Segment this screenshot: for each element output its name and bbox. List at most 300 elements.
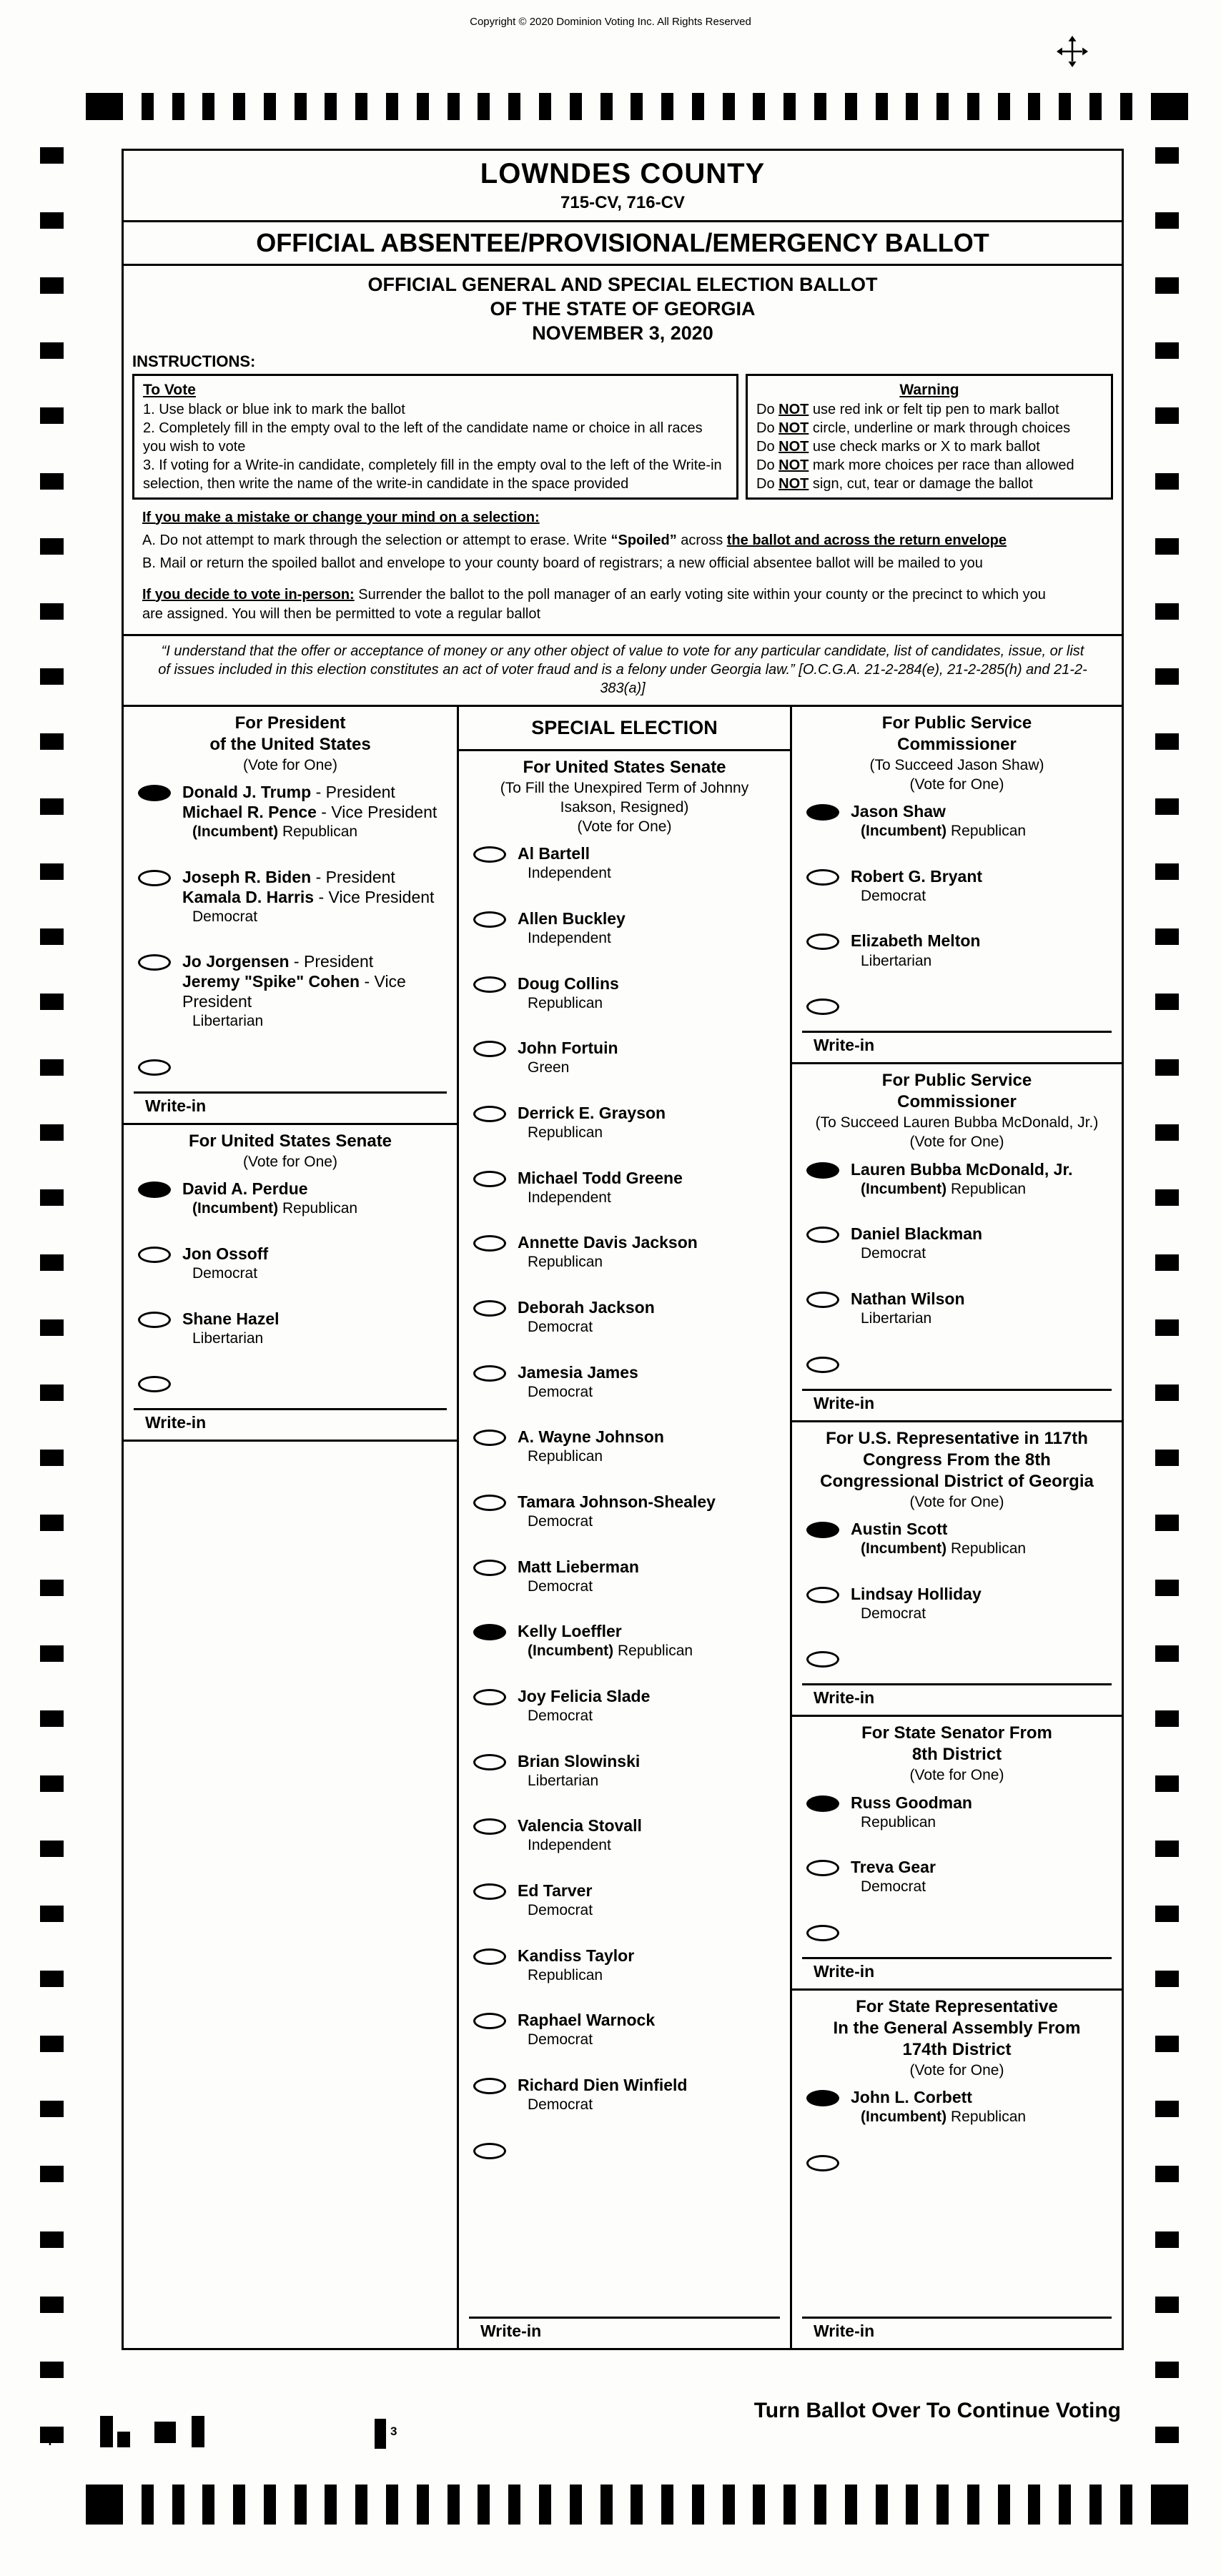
timing-mark [40,1384,64,1401]
candidate-text [182,1244,268,1283]
race-title-line: 8th District [911,1745,1002,1765]
timing-mark [600,2485,613,2525]
warning-item: Do NOT sign, cut, tear or damage the ballot [756,475,1033,492]
turn-ballot-over-text: Turn Ballot Over To Continue Voting [753,2399,1121,2422]
ballot-oval-empty[interactable] [473,1948,506,1965]
candidate-office-suffix: - Vice President [314,887,435,906]
timing-mark [40,1710,64,1727]
candidate-row [473,1557,784,1596]
timing-mark [998,2485,1010,2525]
ballot-oval-filled[interactable] [806,2090,839,2106]
candidate-name: Daniel Blackman [851,1224,983,1244]
party-label [518,994,619,1013]
write-in-label: Write-in [814,1393,875,1412]
party-name: Democrat [192,908,258,925]
timing-mark [1155,2231,1179,2248]
party-label [518,1512,716,1531]
ballot-oval-empty[interactable] [473,1689,506,1705]
candidate-name: Doug Collins [518,974,619,993]
candidate-row [473,1946,784,1985]
candidate-row [473,1427,784,1466]
candidate-text [518,1881,593,1920]
candidate-text [518,1362,638,1402]
timing-mark [1155,1645,1179,1662]
race-header [792,1717,1122,1792]
party-label [182,1329,280,1348]
candidate-name-line [851,1289,965,1309]
ballot-oval-empty[interactable] [473,1041,506,1057]
candidate-name: Tamara Johnson-Shealey [518,1492,716,1511]
race [124,1125,457,1442]
ballot-grid [124,705,1122,2348]
candidate-name: Jo Jorgensen [182,952,290,971]
party-label [518,1317,655,1337]
timing-mark [40,1841,64,1857]
candidate-row [806,801,1116,841]
write-in-label: Write-in [814,2322,875,2340]
ballot-oval-empty[interactable] [473,1430,506,1446]
race-title-line: 174th District [902,2039,1012,2059]
timing-mark [40,2101,64,2117]
party-label [518,1577,639,1596]
candidate-name-line [851,1793,972,1813]
write-in-label: Write-in [814,1961,875,1981]
timing-mark [40,407,64,424]
timing-mark [692,2485,704,2525]
ballot-oval-empty[interactable] [138,1376,171,1392]
ballot-column-1 [124,707,459,2348]
candidate-name: Michael R. Pence [182,802,317,821]
candidate-text [182,867,434,926]
candidate-name: Annette Davis Jackson [518,1233,698,1252]
party-name: Republican [528,1124,603,1141]
timing-mark [202,93,214,120]
party-label [518,1058,618,1077]
timing-mark [40,1124,64,1141]
candidate-row [473,843,784,883]
timing-mark [1155,928,1179,945]
ballot-oval-empty[interactable] [473,1300,506,1317]
incumbent-label: (Incumbent) [528,1643,618,1660]
ballot-oval-empty[interactable] [473,1235,506,1252]
timing-mark [1155,2362,1179,2378]
timing-block [86,2485,123,2525]
timing-mark [1155,2427,1179,2443]
vote-for-note: (Vote for One) [909,1493,1004,1510]
candidate-text [851,1584,982,1623]
ballot-oval-empty[interactable] [473,976,506,993]
timing-mark [631,93,643,120]
mistake-heading: If you make a mistake or change your mind on a selection: [142,509,540,525]
ballot-oval-filled[interactable] [138,1182,171,1198]
ballot-oval-empty[interactable] [806,869,839,886]
ballot-sheet [122,149,1124,2350]
candidate-name-line [851,801,1026,821]
candidate-text [518,1686,650,1725]
bottom-mark [100,2416,113,2447]
party-name: Democrat [861,1605,926,1622]
race-title-line: For State Representative [856,1996,1058,2016]
party-label [182,1199,357,1218]
to-vote-list [143,400,728,493]
timing-mark [40,2036,64,2052]
race-title-line: For President [234,713,346,733]
timing-mark [40,1254,64,1271]
bottom-mark [375,2419,386,2449]
candidate-text [518,1168,683,1207]
timing-mark [814,2485,826,2525]
ballot-oval-empty[interactable] [473,1818,506,1835]
party-name: Libertarian [528,1772,599,1789]
race-title-line: For United States Senate [523,757,726,777]
timing-mark [172,2485,184,2525]
ballot-subtitle [124,266,1122,348]
timing-mark [539,2485,551,2525]
ballot-oval-empty[interactable] [138,1247,171,1263]
candidate-name: Kandiss Taylor [518,1946,635,1965]
ballot-oval-empty[interactable] [806,2155,839,2171]
candidate-row [473,1815,784,1855]
party-label [851,951,980,971]
ballot-oval-empty[interactable] [138,1059,171,1076]
party-name: Independent [528,1837,611,1854]
timing-mark [1155,1319,1179,1336]
to-vote-item: 3. If voting for a Write-in candidate, completely fill in the empty oval to the left of the Write-in selection, then write the name of the write-in candidate in the space provided [143,457,722,492]
candidate-text [518,2010,655,2049]
county-title: LOWNDES COUNTY [480,158,766,189]
to-vote-item: 2. Completely fill in the empty oval to the left of the candidate name or choice in all races you wish to vote [143,420,703,455]
party-label [851,1604,982,1623]
timing-mark [1155,1189,1179,1206]
timing-mark [1028,2485,1040,2525]
party-label [851,2107,1026,2126]
timing-mark [40,2362,64,2378]
timing-mark [264,93,276,120]
ballot-oval-filled[interactable] [806,1162,839,1179]
timing-mark [1155,1841,1179,1857]
candidate-name-line [851,866,982,886]
ballot-oval-empty[interactable] [473,1106,506,1122]
vote-for-note: (Vote for One) [243,1154,337,1170]
felony-statement: “I understand that the offer or acceptance of money or any other object of value to vote for any particular candidate, list of candidates, issue, or list of issues included in this election constitutes an act of voter fraud and is a felony under Georgia law.” [O.C.G.A. 21-2-284(e), 21-2-285(h) and 21-2-383(a)] [124,634,1122,705]
timing-mark [40,2231,64,2248]
warning-title: Warning [899,382,959,399]
ballot-oval-filled[interactable] [806,1522,839,1538]
ballot-oval-empty[interactable] [138,954,171,971]
candidate-text [518,1232,698,1272]
ballot-oval-filled[interactable] [806,1795,839,1812]
candidate-name-line [518,908,626,928]
candidate-row [138,1309,451,1348]
timing-mark [40,1645,64,1662]
timing-mark [936,2485,949,2525]
timing-mark [1089,93,1102,120]
party-name: Independent [528,865,611,882]
candidate-name: Robert G. Bryant [851,866,983,886]
timing-mark [631,2485,643,2525]
timing-mark [753,2485,765,2525]
candidate-name-line [518,1427,664,1447]
timing-mark [172,93,184,120]
party-label [851,1877,936,1896]
ballot-oval-empty[interactable] [473,911,506,928]
candidate-name-line [518,1103,666,1123]
race-title-line: Congress From the 8th [863,1450,1051,1470]
timing-mark [355,93,367,120]
timing-mark [1089,2485,1102,2525]
ballot-oval-empty[interactable] [473,2078,506,2094]
timing-mark [40,212,64,229]
timing-mark [40,1319,64,1336]
timing-mark [325,93,337,120]
ballot-oval-empty[interactable] [138,1312,171,1328]
ballot-oval-empty[interactable] [806,933,839,950]
timing-mark [661,93,673,120]
candidate-name-line [518,1362,638,1382]
ballot-oval-empty[interactable] [806,1227,839,1243]
race-title-line: Commissioner [897,1092,1017,1112]
ballot-oval-empty[interactable] [473,1883,506,1900]
timing-mark [40,1059,64,1076]
vote-for-note: (Vote for One) [909,1134,1004,1151]
timing-mark [1155,538,1179,555]
ballot-oval-empty[interactable] [473,1495,506,1511]
timing-mark [1155,1124,1179,1141]
candidate-name-line [182,782,437,802]
race-title-line: For Public Service [881,713,1032,733]
ballot-oval-empty[interactable] [473,1365,506,1382]
timing-mark [1155,473,1179,490]
party-name: Democrat [528,2096,593,2113]
candidate-row [806,1354,1116,1373]
candidate-name-line [518,1881,593,1901]
candidate-name-line [518,1038,618,1058]
candidate-name: Nathan Wilson [851,1289,965,1309]
ballot-oval-empty[interactable] [806,1860,839,1876]
timing-block [1151,93,1188,120]
candidate-text [518,1557,639,1596]
write-in-section [124,1408,457,1440]
ballot-oval-empty[interactable] [473,1171,506,1187]
timing-mark [1155,2036,1179,2052]
timing-mark [1028,93,1040,120]
timing-mark [417,93,429,120]
party-label [518,2095,687,2114]
candidate-name-line [518,1168,683,1188]
timing-mark [40,668,64,685]
timing-mark [40,1971,64,1987]
timing-mark [661,2485,673,2525]
candidate-text [518,908,626,948]
candidate-row [806,2087,1116,2126]
candidate-row [806,1519,1116,1558]
timing-mark [692,93,704,120]
candidate-row [473,1168,784,1207]
candidate-name-line [182,1309,280,1329]
candidate-name-line [518,1232,698,1252]
candidate-office-suffix: - President [311,867,395,886]
party-label [182,1011,451,1031]
candidate-name: Kamala D. Harris [182,887,315,906]
ballot-oval-empty[interactable] [806,999,839,1015]
race-note-line: (To Succeed Lauren Bubba McDonald, Jr.) [815,1114,1099,1131]
timing-mark [1155,2101,1179,2117]
candidate-text [182,782,437,841]
candidate-name: A. Wayne Johnson [518,1427,664,1447]
candidate-name: Ed Tarver [518,1881,593,1900]
party-label [518,1836,642,1855]
candidate-text [518,1751,640,1790]
timing-mark [753,93,765,120]
timing-mark [478,93,490,120]
candidate-row [806,2152,1116,2171]
race-note-line: (To Fill the Unexpired Term of Johnny [500,779,749,796]
timing-mark [1155,994,1179,1010]
timing-mark [936,93,949,120]
candidate-text [518,2075,687,2114]
party-label [182,822,437,841]
warning-item: Do NOT use check marks or X to mark ballot [756,438,1040,455]
timing-mark [845,2485,857,2525]
ballot-oval-filled[interactable] [806,804,839,821]
party-name: Democrat [528,1577,593,1595]
race-header [792,1422,1122,1519]
party-name: Libertarian [861,952,932,969]
candidate-row [138,782,451,841]
candidate-row [473,1881,784,1920]
candidate-text [518,1103,666,1142]
ballot-oval-empty[interactable] [806,1925,839,1941]
timing-mark [539,93,551,120]
timing-mark [264,2485,276,2525]
warning-item: Do NOT circle, underline or mark through choices [756,420,1071,436]
candidate-row [806,1648,1116,1668]
timing-mark [783,93,796,120]
candidate-row [473,1038,784,1077]
party-label [851,1179,1073,1199]
ballot-oval-empty[interactable] [138,870,171,886]
timing-mark [1059,2485,1071,2525]
timing-mark [723,2485,735,2525]
candidate-name: Jamesia James [518,1362,638,1382]
mistake-a-underlined: the ballot and across the return envelope [726,532,1007,548]
ballot-title: OFFICIAL ABSENTEE/PROVISIONAL/EMERGENCY BALLOT [256,228,989,257]
timing-mark [783,2485,796,2525]
timing-mark [40,1580,64,1596]
candidate-name-line [518,2075,687,2095]
candidate-text [518,1492,716,1531]
write-in-section [459,2307,790,2348]
timing-mark [814,93,826,120]
candidate-name: Joseph R. Biden [182,867,312,886]
timing-mark [1155,1254,1179,1271]
timing-mark [1155,1450,1179,1466]
timing-mark [233,93,245,120]
candidate-row [138,1056,451,1076]
candidate-name: David A. Perdue [182,1179,308,1199]
timing-mark [355,2485,367,2525]
party-label [518,1382,638,1402]
subtitle-line2: OF THE STATE OF GEORGIA [490,297,756,319]
candidate-name: Shane Hazel [182,1309,280,1328]
candidate-office-suffix: - Vice President [316,802,438,821]
timing-mark [478,2485,490,2525]
ballot-oval-empty[interactable] [473,1754,506,1770]
party-name: Democrat [861,1878,926,1896]
timing-mark [1155,342,1179,359]
timing-mark [906,2485,918,2525]
candidate-row [473,1751,784,1790]
timing-row-top [86,93,1188,120]
ballot-oval-empty[interactable] [806,1651,839,1668]
ballot-oval-filled[interactable] [473,1624,506,1640]
party-label [518,863,611,883]
party-label [518,1966,634,1985]
candidate-row [138,951,451,1031]
candidate-name: Austin Scott [851,1519,948,1538]
candidate-name: Michael Todd Greene [518,1168,683,1187]
spoiled-word: “Spoiled” [610,532,677,548]
candidate-name-line [518,1557,639,1577]
ballot-oval-empty[interactable] [473,846,506,863]
timing-mark [142,93,154,120]
timing-mark [1120,2485,1132,2525]
candidate-row [473,1492,784,1531]
timing-mark [417,2485,429,2525]
ballot-oval-empty[interactable] [473,2013,506,2029]
candidate-name: Lindsay Holliday [851,1584,982,1603]
timing-mark [40,1515,64,1531]
candidate-row [806,931,1116,970]
timing-mark [40,928,64,945]
timing-mark [40,603,64,620]
candidate-name: Joy Felicia Slade [518,1686,651,1705]
timing-mark [1155,798,1179,815]
party-name: Democrat [192,1265,258,1282]
candidate-name: Brian Slowinski [518,1751,641,1770]
party-name: Independent [528,1189,611,1206]
candidate-row [806,1159,1116,1199]
candidate-row [473,2140,784,2159]
race [792,1717,1122,1991]
ballot-oval-empty[interactable] [806,1357,839,1373]
ballot-oval-empty[interactable] [473,1560,506,1576]
race [459,751,790,2348]
party-name: Republican [528,1254,603,1271]
timing-mark [40,473,64,490]
timing-mark [295,93,307,120]
timing-block [1151,2485,1188,2525]
ballot-oval-empty[interactable] [806,1587,839,1603]
timing-mark [40,277,64,294]
race-header [459,751,790,844]
party-name: Republican [618,1643,693,1660]
ballot-oval-empty[interactable] [806,1292,839,1308]
candidate-name: John Fortuin [518,1039,618,1058]
candidate-text [851,2087,1026,2126]
candidate-name-line [518,1946,634,1966]
warning-list [756,400,1102,493]
timing-mark [967,93,979,120]
ballot-oval-empty[interactable] [473,2143,506,2159]
ballot-oval-filled[interactable] [138,785,171,801]
alignment-mark-icon [1057,36,1088,67]
registration-plus-mark: + [43,2426,57,2453]
candidate-name: Russ Goodman [851,1793,972,1812]
candidate-text [851,1519,1026,1558]
vote-for-note: (Vote for One) [909,1767,1004,1784]
party-name: Democrat [528,1708,593,1725]
